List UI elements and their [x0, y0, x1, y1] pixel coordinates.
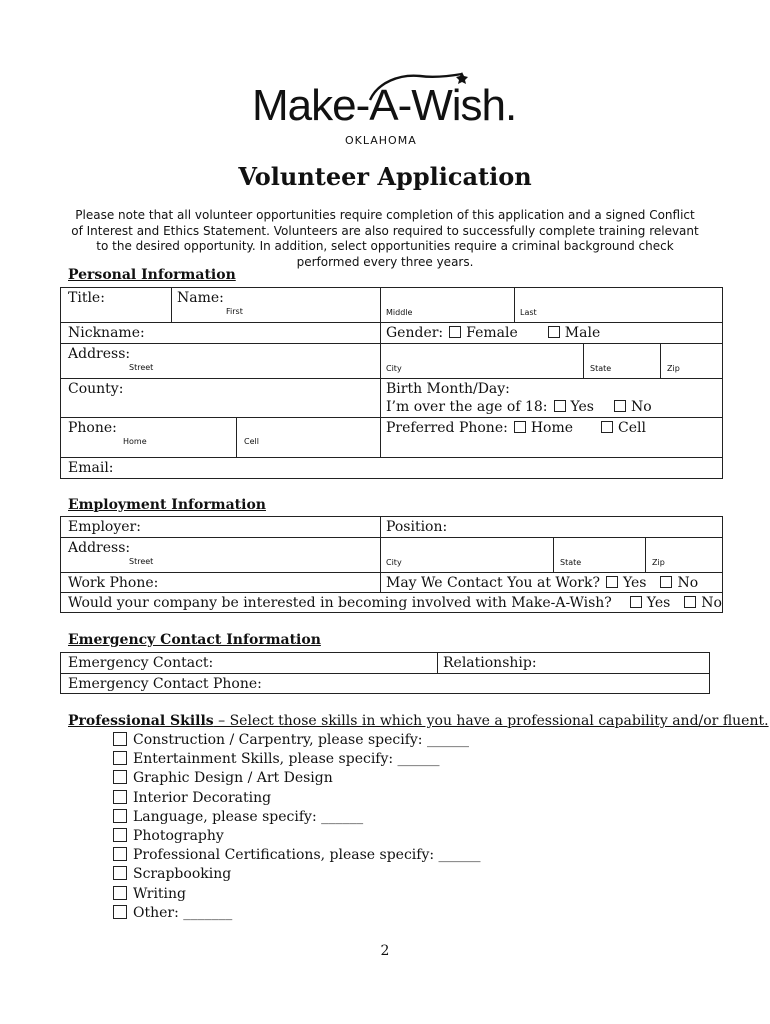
employment-street-hint: Street	[129, 557, 154, 566]
work-phone-label[interactable]: Work Phone:	[68, 575, 159, 591]
skills-heading-text: Professional Skills	[68, 713, 214, 729]
company-interest-field	[68, 595, 722, 611]
phone-row	[61, 418, 722, 458]
contact-no-label: No	[677, 575, 699, 591]
skill-item	[113, 885, 481, 904]
skill-checkbox[interactable]	[113, 847, 127, 861]
female-label: Female	[466, 325, 518, 341]
skill-label: Writing	[133, 885, 187, 902]
skill-label: Photography	[133, 828, 224, 845]
skill-checkbox[interactable]	[113, 770, 127, 784]
phone-label[interactable]: Phone:	[68, 420, 117, 436]
address-label[interactable]: Address:	[68, 346, 131, 362]
page-title: Volunteer Application	[238, 162, 532, 191]
make-a-wish-logo	[250, 70, 520, 150]
skill-label: Scrapbooking	[133, 866, 232, 883]
last-name-hint: Last	[520, 308, 537, 317]
employment-info-table	[60, 516, 723, 613]
city-hint: City	[386, 364, 402, 373]
skill-item	[113, 769, 481, 788]
contact-no-checkbox[interactable]	[660, 576, 672, 588]
skill-checkbox[interactable]	[113, 732, 127, 746]
nickname-label[interactable]: Nickname:	[68, 325, 145, 341]
male-checkbox[interactable]	[548, 326, 560, 338]
skill-label: Graphic Design / Art Design	[133, 770, 333, 787]
preferred-home-checkbox[interactable]	[514, 421, 526, 433]
employer-label[interactable]: Employer:	[68, 519, 141, 535]
male-label: Male	[564, 325, 601, 341]
employment-state-hint: State	[560, 558, 582, 567]
skill-item	[113, 731, 481, 750]
skill-item	[113, 750, 481, 769]
skill-item	[113, 827, 481, 846]
preferred-phone-label: Preferred Phone:	[386, 420, 508, 436]
address-row	[61, 344, 722, 379]
skill-checkbox[interactable]	[113, 809, 127, 823]
skill-checkbox[interactable]	[113, 790, 127, 804]
page-number: 2	[380, 943, 390, 959]
employment-city-hint: City	[386, 558, 402, 567]
logo-subtitle: OKLAHOMA	[345, 134, 417, 147]
skill-checkbox[interactable]	[113, 905, 127, 919]
company-no-label: No	[701, 595, 722, 611]
employer-row	[61, 517, 722, 538]
state-hint: State	[590, 364, 612, 373]
preferred-home-label: Home	[530, 420, 574, 436]
over18-field	[386, 399, 652, 415]
emergency-contact-label[interactable]: Emergency Contact:	[68, 655, 214, 671]
employment-heading: Employment Information	[68, 497, 266, 513]
skills-list	[113, 731, 481, 923]
company-no-checkbox[interactable]	[684, 596, 696, 608]
birth-label[interactable]: Birth Month/Day:	[386, 381, 510, 397]
street-hint: Street	[129, 363, 154, 372]
nickname-row	[61, 323, 722, 344]
skill-label: Entertainment Skills, please specify: ______	[133, 751, 440, 768]
preferred-cell-checkbox[interactable]	[601, 421, 613, 433]
skill-item	[113, 904, 481, 923]
email-label[interactable]: Email:	[68, 460, 114, 476]
preferred-phone-field	[386, 420, 646, 436]
employment-address-row	[61, 538, 722, 573]
emergency-heading: Emergency Contact Information	[68, 632, 321, 648]
skill-label: Language, please specify: ______	[133, 808, 364, 825]
skill-checkbox[interactable]	[113, 828, 127, 842]
contact-at-work-field	[386, 575, 698, 591]
skill-checkbox[interactable]	[113, 751, 127, 765]
emergency-contact-row	[61, 653, 709, 674]
skill-checkbox[interactable]	[113, 866, 127, 880]
over18-no-checkbox[interactable]	[614, 400, 626, 412]
county-row	[61, 379, 722, 418]
name-row	[61, 288, 722, 323]
zip-hint: Zip	[667, 364, 680, 373]
skill-label: Other: _______	[133, 904, 233, 921]
logo-wordmark: Make-A-Wish.	[252, 81, 517, 130]
emergency-phone-row	[61, 674, 709, 694]
emergency-info-table	[60, 652, 710, 694]
skill-checkbox[interactable]	[113, 886, 127, 900]
employment-address-label[interactable]: Address:	[68, 540, 131, 556]
contact-yes-label: Yes	[622, 575, 647, 591]
company-yes-checkbox[interactable]	[630, 596, 642, 608]
relationship-label[interactable]: Relationship:	[443, 655, 537, 671]
female-checkbox[interactable]	[449, 326, 461, 338]
skill-item	[113, 808, 481, 827]
over18-no-label: No	[631, 399, 652, 415]
email-row	[61, 458, 722, 479]
company-interest-label: Would your company be interested in becoming involved with Make-A-Wish?	[68, 595, 612, 611]
skill-label: Professional Certifications, please specify: ______	[133, 847, 481, 864]
work-phone-row	[61, 573, 722, 593]
preferred-cell-label: Cell	[618, 420, 646, 436]
over18-yes-checkbox[interactable]	[554, 400, 566, 412]
title-label: Title:	[68, 290, 105, 306]
personal-heading: Personal Information	[68, 267, 236, 283]
intro-paragraph: Please note that all volunteer opportunities require completion of this application and a signed Conflict of Interest and Ethics Statement. Volunteers are also required to successfully complete training relevant to the desired opportunity. In addition, select opportunities require a criminal background check performed every three years.	[71, 208, 699, 269]
home-phone-hint: Home	[123, 437, 147, 446]
company-yes-label: Yes	[646, 595, 671, 611]
name-label[interactable]: Name:	[177, 290, 224, 306]
skills-instruction: – Select those skills in which you have a professional capability and/or fluent.	[213, 713, 769, 729]
county-label[interactable]: County:	[68, 381, 124, 397]
first-name-hint: First	[226, 307, 243, 316]
skill-item	[113, 865, 481, 884]
personal-info-table	[60, 287, 723, 479]
skill-item	[113, 789, 481, 808]
gender-label: Gender:	[386, 325, 444, 341]
employment-zip-hint: Zip	[652, 558, 665, 567]
position-label[interactable]: Position:	[386, 519, 448, 535]
over18-yes-label: Yes	[570, 399, 594, 415]
contact-at-work-label: May We Contact You at Work?	[386, 575, 600, 591]
skill-item	[113, 846, 481, 865]
company-interest-row	[61, 593, 722, 613]
middle-name-hint: Middle	[386, 308, 413, 317]
cell-phone-hint: Cell	[244, 437, 259, 446]
over18-label: I’m over the age of 18:	[386, 399, 548, 415]
skills-heading	[68, 713, 769, 729]
skill-label: Construction / Carpentry, please specify: ______	[133, 732, 469, 748]
contact-yes-checkbox[interactable]	[606, 576, 618, 588]
skill-label: Interior Decorating	[133, 789, 272, 806]
gender-field	[386, 325, 600, 341]
emergency-phone-label[interactable]: Emergency Contact Phone:	[68, 676, 262, 692]
